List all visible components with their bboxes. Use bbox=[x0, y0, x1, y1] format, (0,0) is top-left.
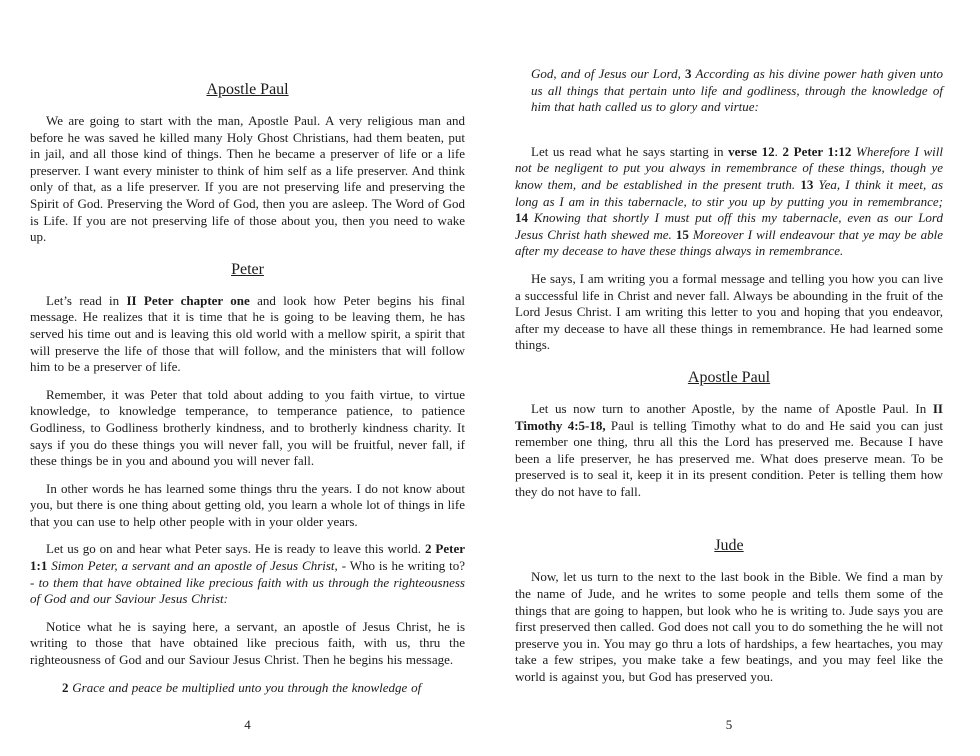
paragraph bbox=[30, 113, 465, 246]
section-heading: Apostle Paul bbox=[206, 81, 289, 98]
text-segment: We are going to start with the man, Apostle Paul. A very religious man and before he was saved he killed many Holy Ghost Christians, had them beaten, put in jail, and all those kind of things. Then he became a preserver of life or a life preserver. I want every minister to think of him self as a life preserver. And think only of that, as a life preserver. If you are not preserving life and preserving the Spirit of God. Preserving the Word of God, then you are asleep. The Word of God is Life. If you are not preserving life of those about you, then you need to wake up. bbox=[30, 113, 465, 245]
text-segment: II Peter chapter one bbox=[126, 292, 250, 308]
text-segment: Grace and peace be multiplied unto you through the knowledge of bbox=[72, 679, 422, 695]
paragraph bbox=[531, 66, 943, 116]
section-heading: Peter bbox=[231, 260, 264, 278]
text-segment: 2 bbox=[62, 679, 69, 695]
text-segment: Let us now turn to another Apostle, by the name of Apostle Paul. In bbox=[531, 400, 933, 416]
text-segment: Let us go on and hear what Peter says. He is ready to leave this world. bbox=[46, 541, 425, 557]
text-segment: - Who is he writing to? - bbox=[30, 558, 466, 590]
page-right-content bbox=[515, 0, 943, 686]
text-segment: 3 bbox=[684, 66, 692, 81]
text-segment: 2 Peter 1:1 bbox=[30, 541, 465, 574]
text-segment: . bbox=[774, 143, 783, 159]
text-segment: 13 bbox=[800, 176, 814, 192]
paragraph bbox=[30, 293, 465, 376]
text-segment: Notice what he is saying here, a servant, an apostle of Jesus Christ, he is writing to those that have obtained like precious faith, with us, thru the righteousness of God and our Saviour Jesus Christ. Then he begins his message. bbox=[30, 618, 465, 668]
text-segment: verse 12 bbox=[728, 143, 775, 159]
text-segment: Moreover I will endeavour that ye may be able after my decease to have these things always in remembrance. bbox=[515, 226, 944, 259]
text-segment: and look how Peter begins his final message. He realizes that it is time that he is going to be leaving them, he has served his time out and is leaving this old world with a mellow spirit, a spirit that will preserve the life of those that will follow, and the ministers that will follow him to be a preserver of life. bbox=[30, 292, 465, 375]
text-segment: 2 Peter 1:12 bbox=[782, 143, 852, 159]
text-segment: to them that have obtained like precious faith with us through the righteousness of God and our Saviour Jesus Christ: bbox=[30, 574, 465, 607]
text-segment: Paul is telling Timothy what to do and He said you can just remember one thing, thru all this the Lord has preserved me. Because I have been a life preserver, he has preserved me. What does preserve mean. To be preserved is to seal it, keep it in its present condition. Peter is telling them how they do not have to fall. bbox=[515, 417, 943, 499]
paragraph bbox=[30, 619, 465, 669]
text-segment: Simon Peter, a servant and an apostle of Jesus Christ, bbox=[51, 558, 338, 574]
text-segment: Now, let us turn to the next to the last book in the Bible. We find a man by the name of Jude, and he writes to some people and tells them some of the things that are going to happen, but look who he is writing to. Jude says you are first preserved then called. God does not call you to do something the he will not preserve you in. You may go thru a lots of hardships, a few heartaches, you may take a few stripes, you make take a few beatings, and you may feel like the world is against you, but God has preserved you. bbox=[515, 569, 943, 685]
text-segment: 15 bbox=[675, 226, 689, 242]
text-segment: Knowing that shortly I must put off this my tabernacle, even as our Lord Jesus Christ hath shewed me. bbox=[515, 210, 944, 242]
text-segment: Let’s read in bbox=[46, 292, 127, 308]
page-right bbox=[515, 0, 943, 756]
text-segment: In other words he has learned some things thru the years. I do not know about you, but there is one thing about getting old, you learn a whole lot of things in life that you can use to help other people with in your older years. bbox=[30, 480, 465, 529]
paragraph bbox=[515, 144, 943, 260]
text-segment: God, and of Jesus our Lord, bbox=[531, 66, 681, 81]
text-segment: II Timothy 4:5-18, bbox=[515, 400, 943, 433]
text-segment: Let us read what he says starting in bbox=[531, 143, 729, 159]
page-number: 5 bbox=[725, 717, 733, 732]
page-left-content bbox=[30, 0, 465, 696]
page-number: 4 bbox=[244, 717, 251, 732]
paragraph bbox=[515, 271, 943, 354]
text-segment: Remember, it was Peter that told about adding to you faith virtue, to virtue knowledge, to knowledge temperance, to temperance patience, to patience Godliness, to Godliness brotherly kindness, and to brotherly kindness charity. It says if you do these things you will never fall, you will be fruitful, never fall, if these things be in you and abound you will never fall. bbox=[30, 386, 465, 469]
paragraph bbox=[46, 680, 465, 697]
text-segment: Wherefore I will not be negligent to put you always in remembrance of these things, though ye know them, and be established in the present truth. bbox=[515, 143, 943, 192]
paragraph bbox=[515, 569, 943, 685]
paragraph bbox=[30, 481, 465, 531]
text-segment: Yea, I think it meet, as long as I am in this tabernacle, to stir you up by putting you in remembrance; bbox=[515, 176, 943, 209]
section-heading: Apostle Paul bbox=[687, 368, 771, 386]
text-segment: He says, I am writing you a formal message and telling you how you can live a successful life in Christ and never fall. Always be abounding in the fruit of the Lord Jesus Christ. I am writing this letter to you and hoping that you endeavor, after my decease to have all these things in remembrance. He had learned some things. bbox=[515, 270, 943, 353]
paragraph bbox=[30, 541, 465, 607]
section-heading: Jude bbox=[714, 537, 744, 555]
text-segment: 14 bbox=[515, 210, 528, 226]
paragraph bbox=[515, 401, 943, 501]
paragraph bbox=[30, 387, 465, 470]
text-segment: According as his divine power hath given unto us all things that pertain unto life and godliness, through the knowledge of him that hath called us to glory and virtue: bbox=[531, 66, 944, 115]
page-left bbox=[30, 0, 465, 756]
